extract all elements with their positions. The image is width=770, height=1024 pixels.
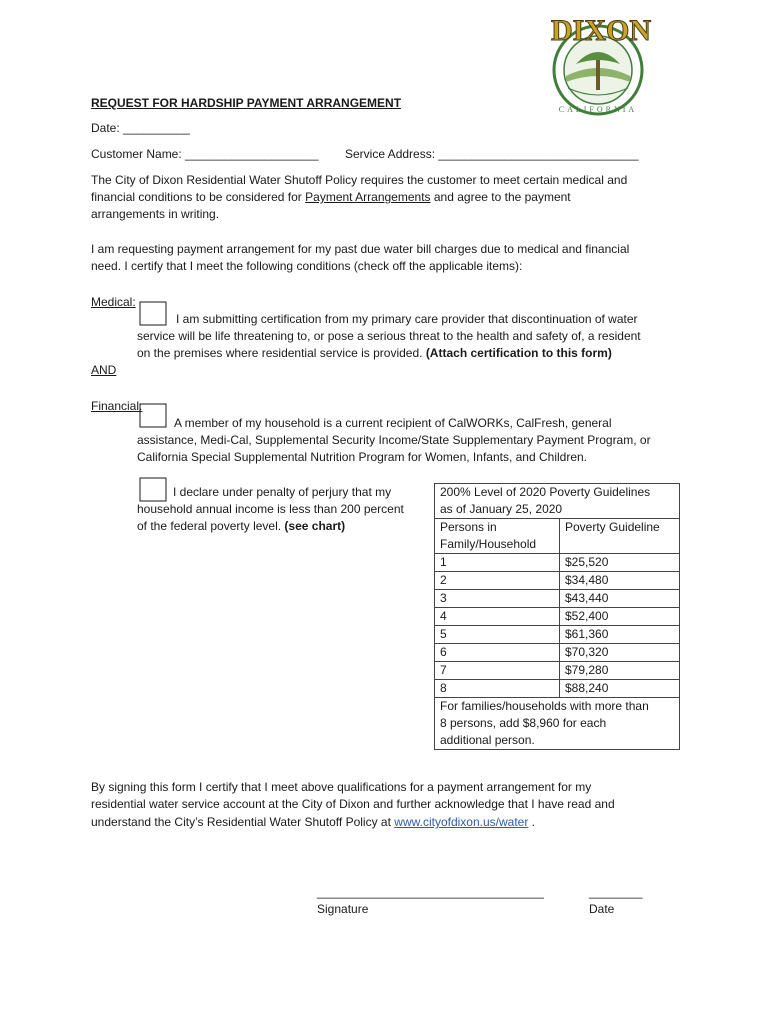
financial-assistance-checkbox[interactable] (137, 403, 169, 429)
poverty-guidelines-table (434, 483, 680, 750)
payment-arrangements-text: Payment Arrangements (305, 190, 431, 204)
intro-line: financial conditions to be considered for Payment Arrangements and agree to the payment (91, 190, 571, 204)
table-row: 8 $88,240 (435, 680, 680, 698)
intro-line: The City of Dixon Residential Water Shutoff Policy requires the customer to meet certain medical and (91, 173, 628, 187)
table-row: 5 $61,360 (435, 626, 680, 644)
request-line: I am requesting payment arrangement for my past due water bill charges due to medical and financial (91, 242, 630, 256)
financial-line: California Special Supplemental Nutrition Program for Women, Infants, and Children. (137, 450, 587, 464)
persons-column-header: Persons in Family/Household (435, 519, 560, 554)
table-row: 7 $79,280 (435, 662, 680, 680)
declare-line: I declare under penalty of perjury that my (173, 485, 392, 499)
table-row: 3 $43,440 (435, 590, 680, 608)
certify-line: residential water service account at the City of Dixon and further acknowledge that I have read and (91, 797, 615, 811)
service-address-field[interactable]: Service Address: ______________________________ (345, 147, 639, 161)
financial-line: A member of my household is a current recipient of CalWORKs, CalFresh, general (174, 416, 612, 430)
medical-line: on the premises where residential service is provided. (Attach certification to this form) (137, 346, 612, 360)
income-checkbox[interactable] (137, 477, 169, 503)
water-policy-link[interactable]: www.cityofdixon.us/water (394, 815, 529, 829)
financial-heading: Financial: (91, 399, 143, 413)
date-field[interactable]: Date: __________ (91, 121, 190, 135)
declare-line: household annual income is less than 200 percent (137, 502, 404, 516)
signature-line[interactable]: __________________________________ (317, 885, 544, 899)
and-label: AND (91, 363, 117, 377)
certify-line: understand the City’s Residential Water Shutoff Policy at www.cityofdixon.us/water . (91, 815, 536, 829)
table-header-row (435, 519, 680, 554)
medical-line: service will be life threatening to, or pose a serious threat to the health and safety of, a resident (137, 329, 641, 343)
form-title: REQUEST FOR HARDSHIP PAYMENT ARRANGEMENT (91, 96, 402, 110)
table-title-row: 200% Level of 2020 Poverty Guidelines as of January 25, 2020 (435, 484, 680, 519)
financial-line: assistance, Medi-Cal, Supplemental Security Income/State Supplementary Payment Program, or (137, 433, 651, 447)
table-row: 6 $70,320 (435, 644, 680, 662)
customer-name-field[interactable]: Customer Name: ____________________ (91, 147, 319, 161)
table-row: 4 $52,400 (435, 608, 680, 626)
see-chart-note: (see chart) (284, 519, 346, 533)
certify-line: By signing this form I certify that I meet above qualifications for a payment arrangement for my (91, 780, 592, 794)
medical-heading: Medical: (91, 295, 136, 309)
svg-text:DIXON: DIXON (550, 14, 652, 47)
attach-certification-note: (Attach certification to this form) (425, 346, 612, 360)
signature-date-line[interactable]: ________ (589, 885, 643, 899)
medical-line: I am submitting certification from my primary care provider that discontinuation of water (176, 312, 638, 326)
declare-line: of the federal poverty level. (see chart) (137, 519, 346, 533)
svg-text:CALIFORNIA: CALIFORNIA (558, 105, 638, 114)
guideline-column-header: Poverty Guideline (560, 519, 680, 554)
signature-label: Signature (317, 902, 369, 916)
signature-date-label: Date (589, 902, 615, 916)
table-footer-row: For families/households with more than 8 persons, add $8,960 for each additional person. (435, 698, 680, 750)
table-row: 2 $34,480 (435, 572, 680, 590)
request-line: need. I certify that I meet the following conditions (check off the applicable items): (91, 259, 523, 273)
city-of-dixon-logo (546, 10, 656, 120)
table-row: 1 $25,520 (435, 554, 680, 572)
medical-checkbox[interactable] (137, 301, 169, 327)
intro-line: arrangements in writing. (91, 207, 220, 221)
